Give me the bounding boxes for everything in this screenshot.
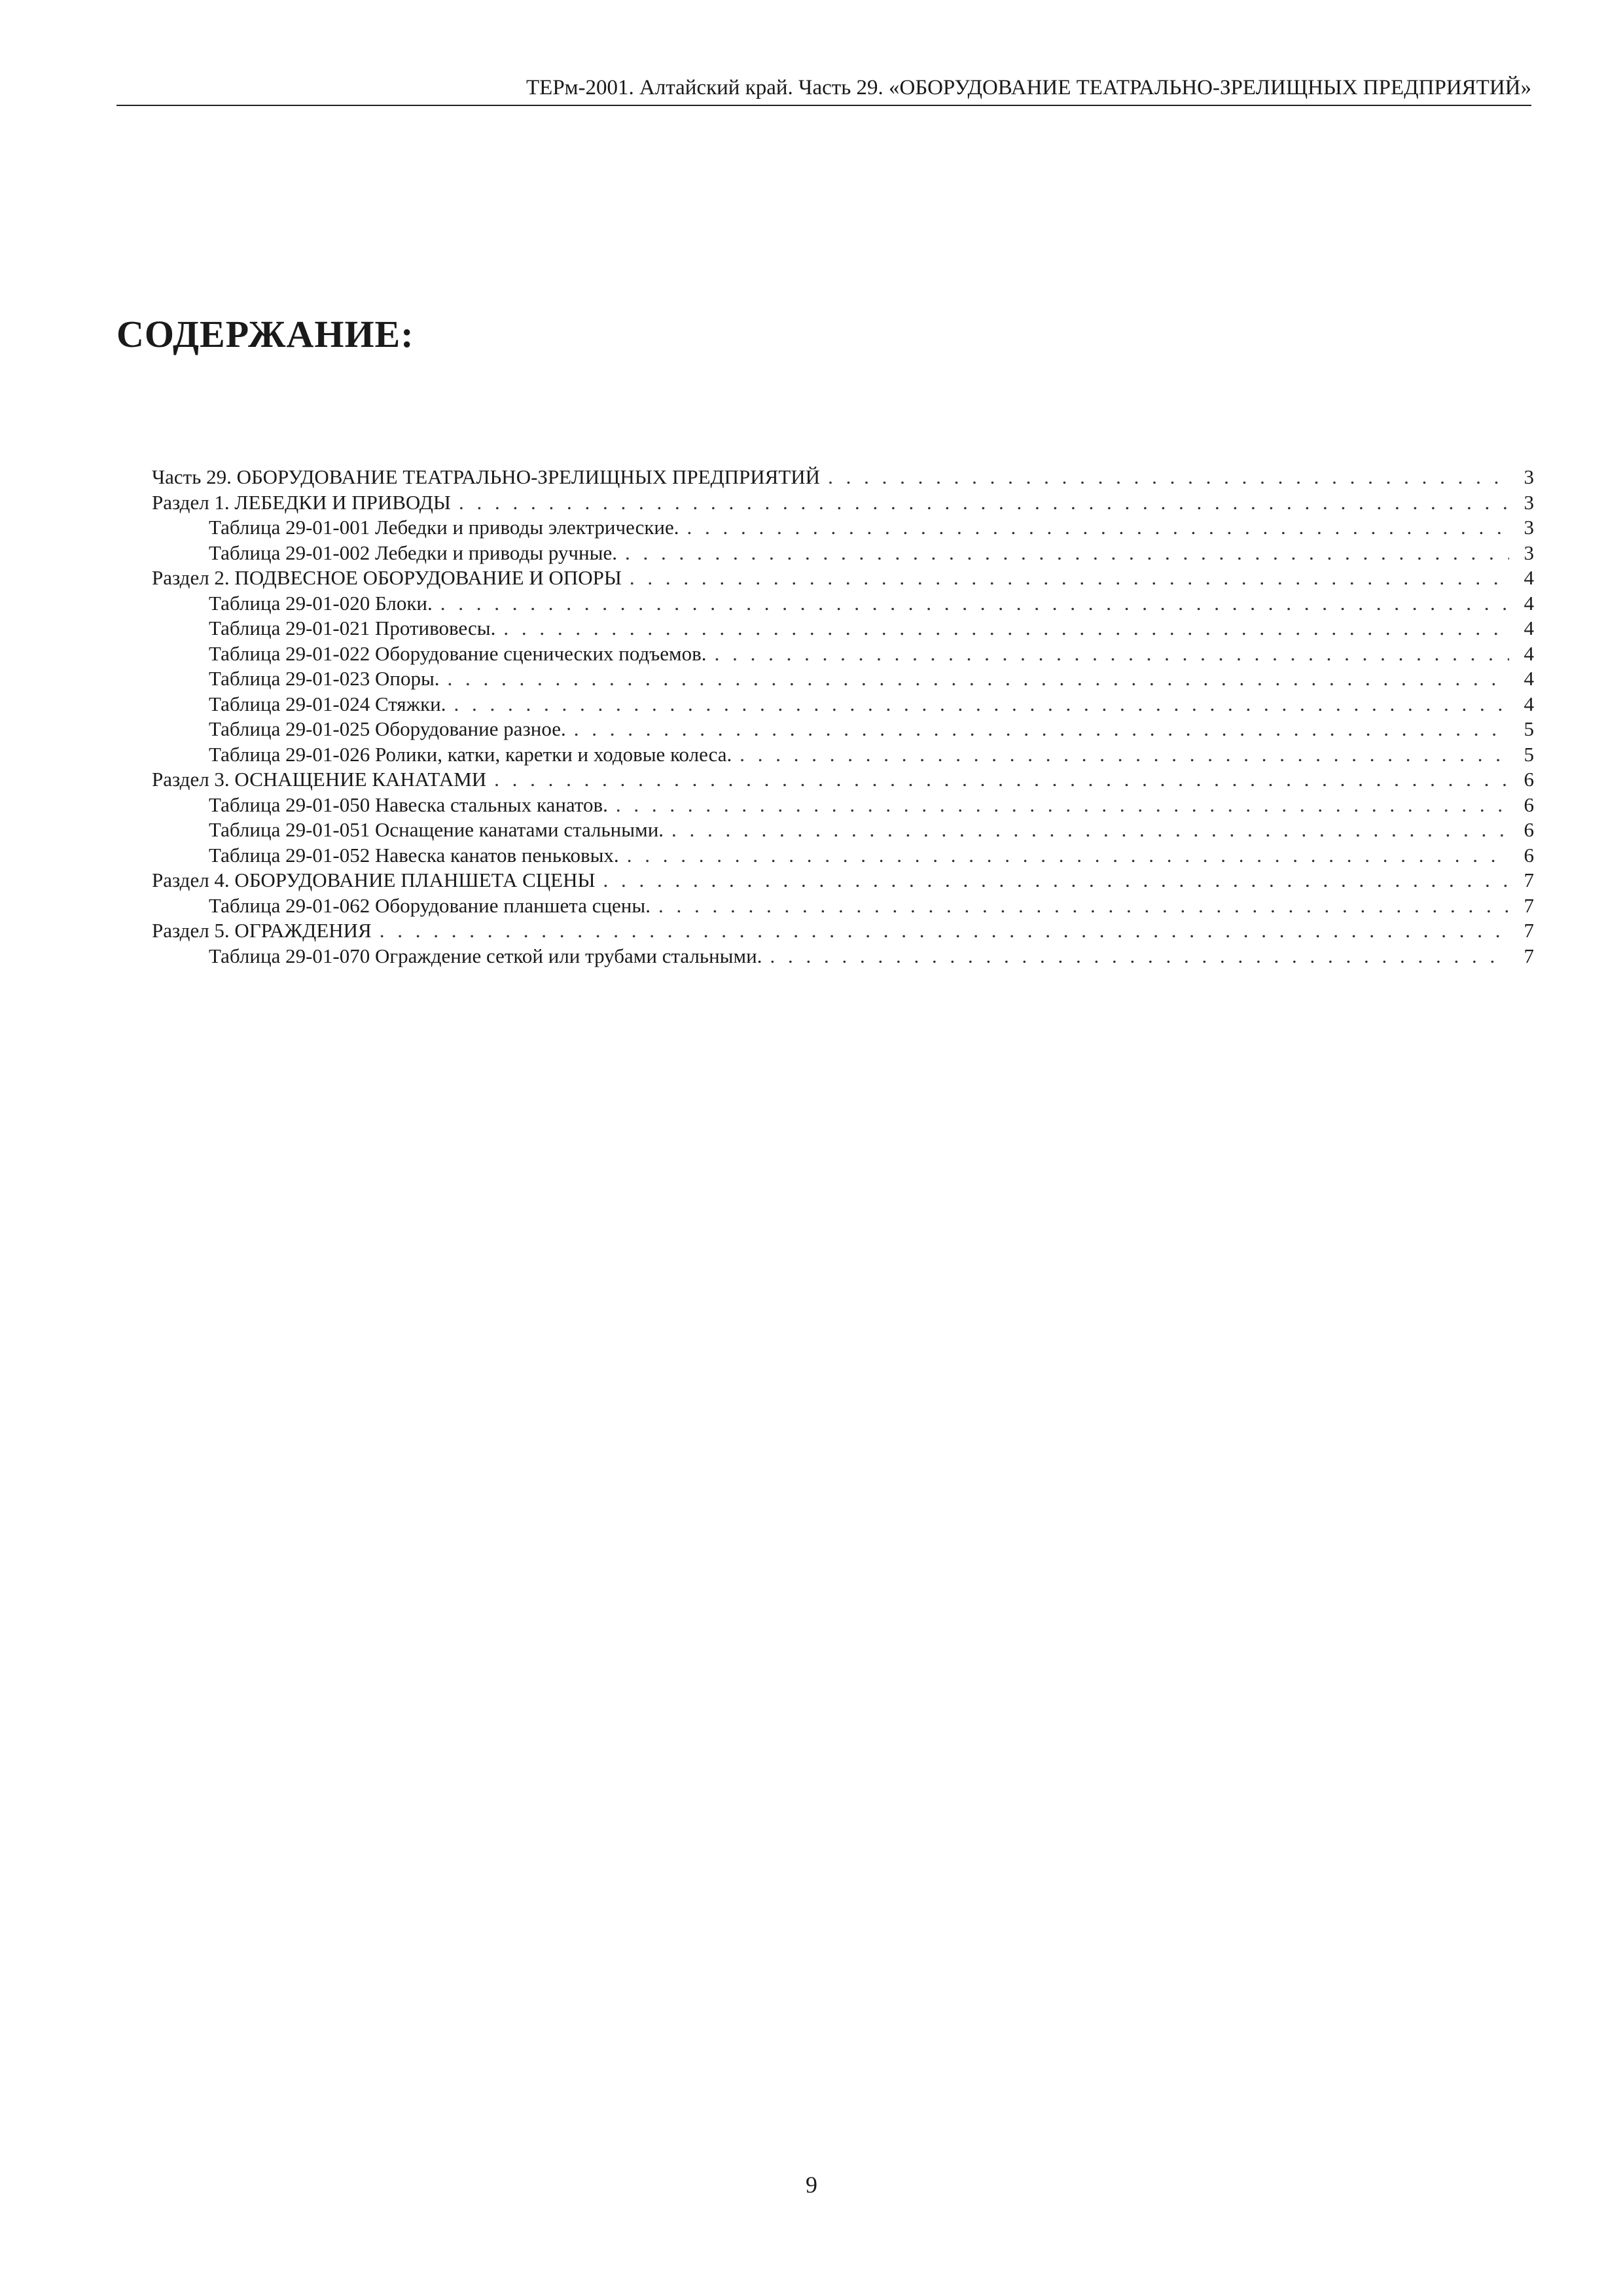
toc-entry-label: Таблица 29-01-022 Оборудование сценических подъемов.	[209, 641, 707, 665]
toc-entry-page: 4	[1524, 617, 1534, 639]
toc-entry-label: Таблица 29-01-062 Оборудование планшета сцены.	[209, 893, 651, 917]
toc-dot-leader	[440, 591, 1509, 617]
toc-entry-page: 4	[1524, 591, 1534, 615]
toc-entry[interactable]	[152, 843, 1534, 869]
toc-dot-leader	[503, 616, 1509, 641]
toc-entry[interactable]	[152, 465, 1534, 490]
toc-entry-page: 3	[1524, 465, 1534, 488]
toc-dot-leader	[627, 843, 1509, 869]
toc-entry-label: Таблица 29-01-026 Ролики, катки, каретки и ходовые колеса.	[209, 742, 732, 766]
toc-entry-page: 4	[1524, 566, 1534, 589]
page-number: 9	[806, 2172, 817, 2198]
toc-entry[interactable]	[152, 918, 1534, 944]
toc-dot-leader	[630, 565, 1509, 591]
toc-entry-label: Раздел 4. ОБОРУДОВАНИЕ ПЛАНШЕТА СЦЕНЫ	[152, 869, 596, 891]
toc-entry-page: 7	[1524, 893, 1534, 917]
toc-entry[interactable]	[152, 692, 1534, 717]
toc-entry-label: Часть 29. ОБОРУДОВАНИЕ ТЕАТРАЛЬНО-ЗРЕЛИЩНЫХ ПРЕДПРИЯТИЙ	[152, 465, 821, 488]
toc-entry-page: 4	[1524, 692, 1534, 715]
toc-entry[interactable]	[152, 793, 1534, 818]
toc-dot-leader	[574, 717, 1509, 742]
toc-entry[interactable]	[152, 868, 1534, 893]
toc-entry-page: 6	[1524, 818, 1534, 841]
toc-entry[interactable]	[152, 666, 1534, 692]
toc-dot-leader	[828, 465, 1509, 490]
toc-entry[interactable]	[152, 515, 1534, 541]
toc-entry-label: Таблица 29-01-051 Оснащение канатами стальными.	[209, 818, 664, 841]
toc-entry-page: 7	[1524, 944, 1534, 967]
page-title: СОДЕРЖАНИЕ:	[116, 313, 414, 355]
toc-dot-leader	[494, 767, 1509, 793]
toc-dot-leader	[459, 490, 1509, 516]
toc-entry[interactable]	[152, 490, 1534, 516]
toc-dot-leader	[687, 515, 1509, 541]
toc-entry-label: Таблица 29-01-050 Навеска стальных канатов.	[209, 793, 608, 816]
toc-entry-label: Таблица 29-01-052 Навеска канатов пеньковых.	[209, 843, 619, 867]
toc-entry[interactable]	[152, 641, 1534, 667]
toc-entry-label: Таблица 29-01-020 Блоки.	[209, 591, 433, 615]
toc-dot-leader	[448, 666, 1509, 692]
toc-entry-page: 5	[1524, 742, 1534, 766]
toc-entry[interactable]	[152, 717, 1534, 742]
header-rule	[116, 105, 1531, 106]
toc-dot-leader	[671, 817, 1509, 843]
toc-dot-leader	[616, 793, 1509, 818]
toc-entry-page: 7	[1524, 869, 1534, 891]
toc-entry-page: 3	[1524, 490, 1534, 514]
toc-dot-leader	[380, 918, 1509, 944]
toc-entry[interactable]	[152, 893, 1534, 919]
toc-dot-leader	[770, 944, 1509, 969]
running-header: ТЕРм-2001. Алтайский край. Часть 29. «ОБОРУДОВАНИЕ ТЕАТРАЛЬНО-ЗРЕЛИЩНЫХ ПРЕДПРИЯТИЙ»	[526, 76, 1531, 99]
toc-entry[interactable]	[152, 767, 1534, 793]
toc-entry-page: 7	[1524, 919, 1534, 942]
toc-entry-label: Раздел 1. ЛЕБЕДКИ И ПРИВОДЫ	[152, 490, 451, 514]
toc-entry[interactable]	[152, 944, 1534, 969]
toc-dot-leader	[658, 893, 1509, 919]
toc-entry[interactable]	[152, 541, 1534, 566]
toc-entry-label: Раздел 3. ОСНАЩЕНИЕ КАНАТАМИ	[152, 768, 487, 791]
toc-entry-page: 4	[1524, 667, 1534, 690]
toc-entry-label: Раздел 2. ПОДВЕСНОЕ ОБОРУДОВАНИЕ И ОПОРЫ	[152, 566, 622, 589]
toc-dot-leader	[740, 742, 1509, 768]
toc-entry-label: Таблица 29-01-023 Опоры.	[209, 667, 440, 690]
toc-entry-label: Раздел 5. ОГРАЖДЕНИЯ	[152, 919, 372, 942]
toc-entry-page: 5	[1524, 717, 1534, 740]
toc-entry[interactable]	[152, 616, 1534, 641]
toc-entry[interactable]	[152, 742, 1534, 768]
toc-dot-leader	[603, 868, 1509, 893]
toc-entry-page: 4	[1524, 641, 1534, 665]
toc-dot-leader	[625, 541, 1509, 566]
toc-entry-page: 6	[1524, 843, 1534, 867]
toc-dot-leader	[454, 692, 1509, 717]
table-of-contents	[152, 465, 1534, 969]
toc-entry-label: Таблица 29-01-021 Противовесы.	[209, 617, 496, 639]
toc-entry-page: 6	[1524, 793, 1534, 816]
toc-entry-label: Таблица 29-01-002 Лебедки и приводы ручные.	[209, 541, 617, 564]
toc-entry-label: Таблица 29-01-024 Стяжки.	[209, 692, 446, 715]
toc-dot-leader	[715, 641, 1509, 667]
toc-entry[interactable]	[152, 817, 1534, 843]
toc-entry-label: Таблица 29-01-001 Лебедки и приводы электрические.	[209, 516, 679, 539]
toc-entry-page: 6	[1524, 768, 1534, 791]
toc-entry-label: Таблица 29-01-025 Оборудование разное.	[209, 717, 566, 740]
toc-entry[interactable]	[152, 565, 1534, 591]
toc-entry[interactable]	[152, 591, 1534, 617]
toc-entry-label: Таблица 29-01-070 Ограждение сеткой или трубами стальными.	[209, 944, 762, 967]
toc-entry-page: 3	[1524, 541, 1534, 564]
toc-entry-page: 3	[1524, 516, 1534, 539]
